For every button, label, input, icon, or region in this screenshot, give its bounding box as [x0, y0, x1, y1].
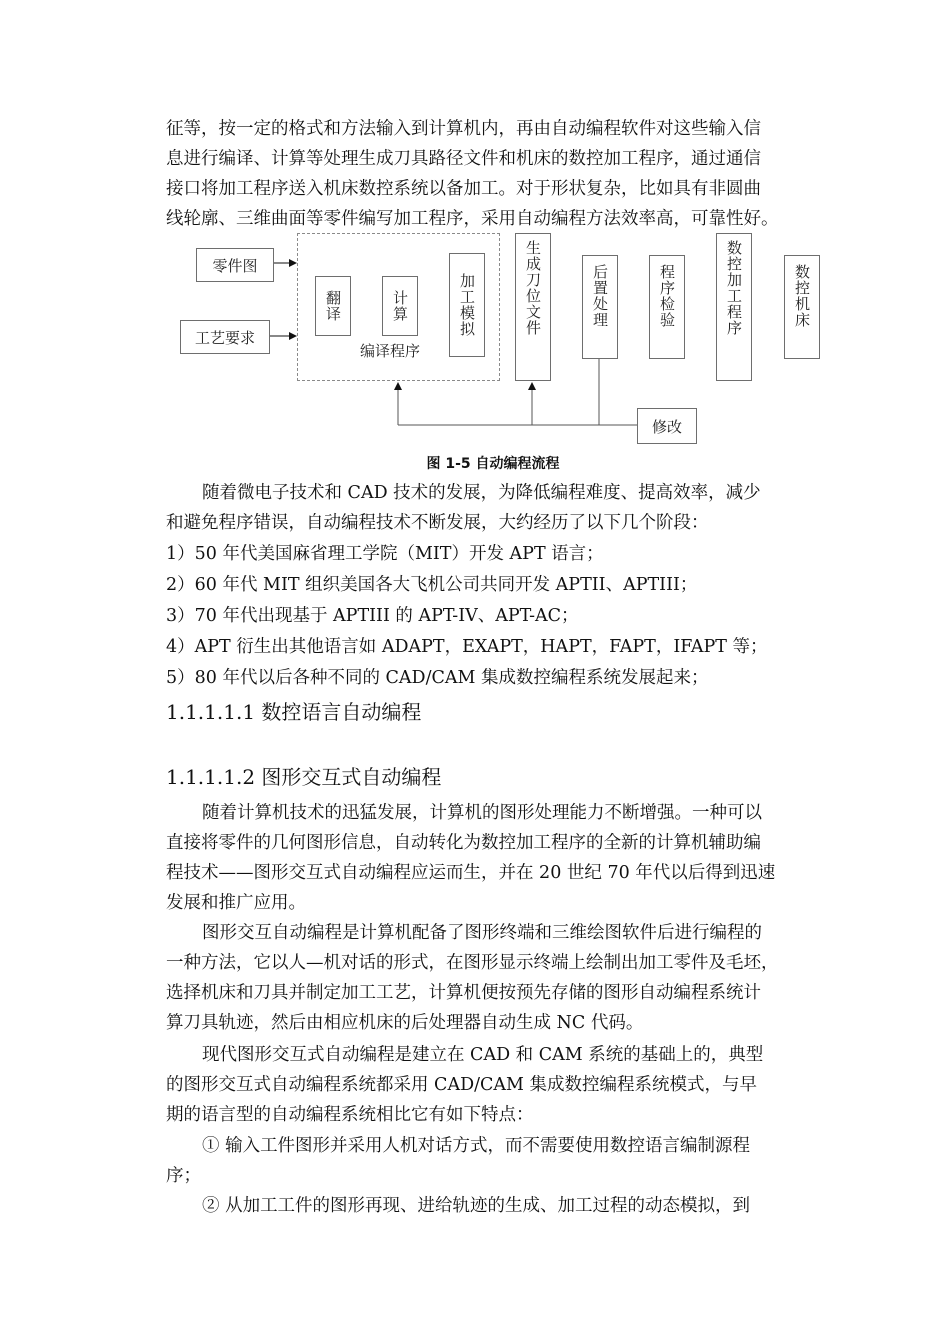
compute-label: 计算 — [391, 290, 409, 322]
tool-file-box — [515, 233, 551, 381]
nc-program-label: 数控加工程序 — [725, 240, 743, 336]
intro-line-2: 息进行编译、计算等处理生成刀具路径文件和机床的数控加工程序，通过通信 — [166, 149, 761, 169]
section-heading-1: 1.1.1.1.1 数控语言自动编程 — [166, 700, 422, 724]
intro-line-4: 线轮廓、三维曲面等零件编写加工程序，采用自动编程方法效率高，可靠性好。 — [166, 209, 779, 229]
nc-machine-label: 数控机床 — [793, 264, 811, 328]
p2-line-1: 图形交互自动编程是计算机配备了图形终端和三维绘图软件后进行编程的 — [202, 923, 762, 943]
simulation-box — [449, 253, 485, 357]
feature-2-line-1: ② 从加工工件的图形再现、进给轨迹的生成、加工过程的动态模拟，到 — [202, 1196, 751, 1216]
compiler-label: 编译程序 — [360, 342, 421, 360]
history-line-2: 和避免程序错误，自动编程技术不断发展，大约经历了以下几个阶段： — [166, 513, 709, 533]
p1-line-1: 随着计算机技术的迅猛发展，计算机的图形处理能力不断增强。一种可以 — [202, 803, 762, 823]
p3-line-2: 的图形交互式自动编程系统都采用 CAD/CAM 集成数控编程系统模式，与早 — [166, 1075, 758, 1095]
nc-program-box — [716, 233, 752, 381]
intro-line-1: 征等，按一定的格式和方法输入到计算机内，再由自动编程软件对这些输入信 — [166, 119, 761, 139]
p1-line-3: 程技术——图形交互式自动编程应运而生，并在 20 世纪 70 年代以后得到迅速 — [166, 863, 776, 883]
p1-line-2: 直接将零件的几何图形信息，自动转化为数控加工程序的全新的计算机辅助编 — [166, 833, 761, 853]
history-item-3: 3）70 年代出现基于 APTIII 的 APT-IV、APT-AC； — [166, 606, 579, 626]
p1-line-4: 发展和推广应用。 — [166, 893, 306, 913]
history-item-2: 2）60 年代 MIT 组织美国各大飞机公司共同开发 APTII、APTIII； — [166, 575, 698, 595]
modify-box: 修改 — [637, 408, 697, 444]
compute-box — [382, 276, 418, 336]
flowchart-connectors — [0, 0, 950, 460]
program-check-box — [649, 255, 685, 359]
feature-1-line-1: ① 输入工件图形并采用人机对话方式，而不需要使用数控语言编制源程 — [202, 1136, 751, 1156]
translate-label: 翻译 — [324, 290, 342, 322]
p2-line-3: 选择机床和刀具并制定加工工艺，计算机便按预先存储的图形自动编程系统计 — [166, 983, 761, 1003]
history-item-5: 5）80 年代以后各种不同的 CAD/CAM 集成数控编程系统发展起来； — [166, 668, 709, 688]
part-drawing-box: 零件图 — [196, 248, 274, 282]
section-heading-2: 1.1.1.1.2 图形交互式自动编程 — [166, 765, 442, 789]
simulation-label: 加工模拟 — [458, 273, 476, 337]
p3-line-1: 现代图形交互式自动编程是建立在 CAD 和 CAM 系统的基础上的，典型 — [202, 1045, 764, 1065]
postprocess-box — [582, 255, 618, 359]
p2-line-4: 算刀具轨迹，然后由相应机床的后处理器自动生成 NC 代码。 — [166, 1013, 644, 1033]
figure-caption: 图 1-5 自动编程流程 — [426, 456, 560, 472]
postprocess-label: 后置处理 — [591, 264, 609, 328]
history-line-1: 随着微电子技术和 CAD 技术的发展，为降低编程难度、提高效率，减少 — [202, 483, 761, 503]
p3-line-3: 期的语言型的自动编程系统相比它有如下特点： — [166, 1105, 534, 1125]
nc-machine-box — [784, 255, 820, 359]
feature-1-line-2: 序； — [166, 1166, 201, 1186]
history-item-1: 1）50 年代美国麻省理工学院（MIT）开发 APT 语言； — [166, 544, 604, 564]
tool-file-label: 生成刀位文件 — [524, 240, 542, 336]
translate-box — [315, 276, 351, 336]
program-check-label: 程序检验 — [658, 264, 676, 328]
history-item-4: 4）APT 衍生出其他语言如 ADAPT，EXAPT，HAPT，FAPT，IFAPT 等； — [166, 637, 768, 657]
p2-line-2: 一种方法，它以人—机对话的形式，在图形显示终端上绘制出加工零件及毛坯， — [166, 953, 779, 973]
intro-line-3: 接口将加工程序送入机床数控系统以备加工。对于形状复杂，比如具有非圆曲 — [166, 179, 761, 199]
process-requirement-box: 工艺要求 — [180, 320, 270, 354]
